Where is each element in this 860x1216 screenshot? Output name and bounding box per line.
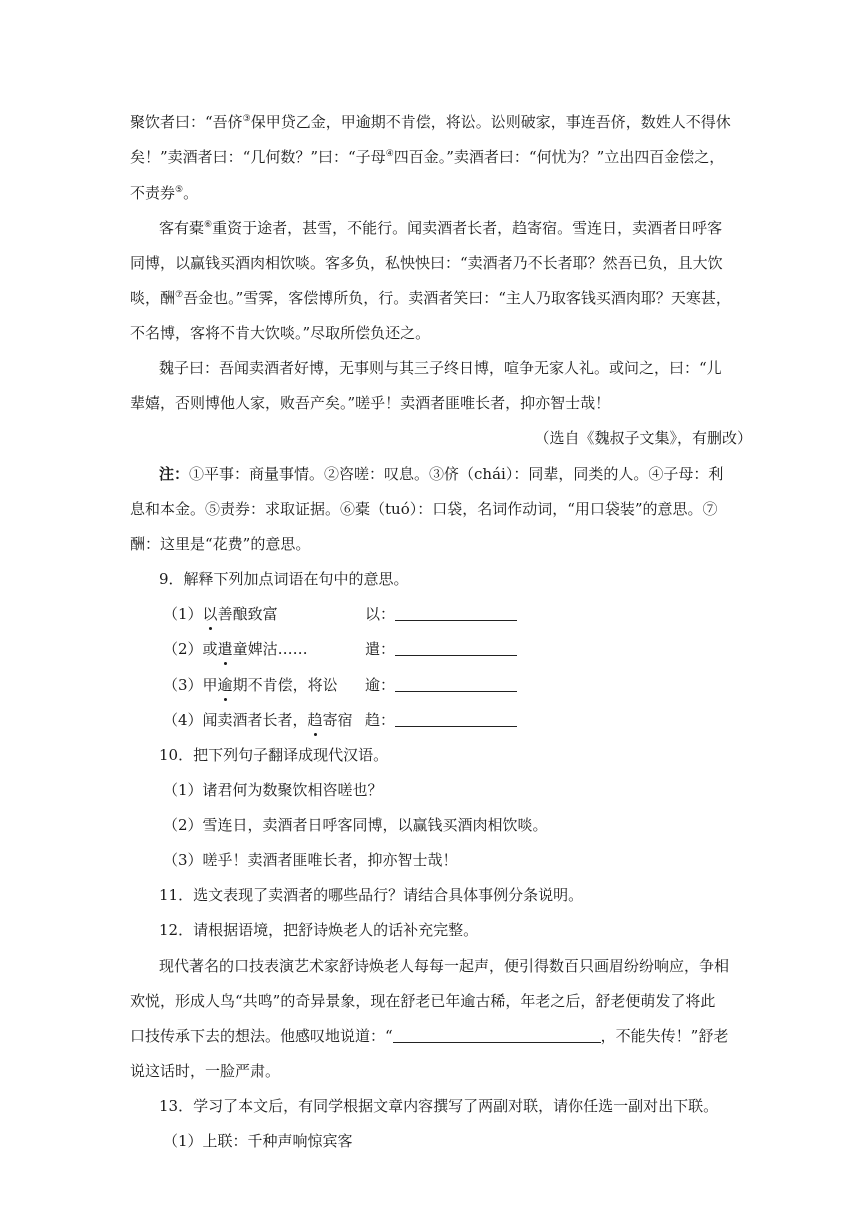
text: 聚饮者曰：“吾侪 xyxy=(130,113,243,131)
text: 四百金。”卖酒者曰：“何忧为？”立出四百金偿之， xyxy=(393,148,725,166)
passage-line-3 xyxy=(130,182,198,204)
text: 保甲贷乙金，甲逾期不肯偿，将讼。讼则破家，事连吾侪，数姓人不得休 xyxy=(250,113,731,131)
text: （3）甲 xyxy=(163,676,218,694)
notes-line-3: 酬：这里是“花费”的意思。 xyxy=(130,535,311,553)
text: 善酿致富 xyxy=(217,605,278,623)
q10-item-1: （1）诸君何为数聚饮相咨嗟也？ xyxy=(163,781,383,799)
question-11-title: 11．选文表现了卖酒者的哪些品行？请结合具体事例分条说明。 xyxy=(159,886,584,904)
text: 。 xyxy=(183,184,199,202)
q12-context-line-2: 欢悦，形成人鸟“共鸣”的奇异景象，现在舒老已年逾古稀，年老之后，舒老便萌发了将此 xyxy=(130,992,716,1010)
passage-line-4 xyxy=(159,217,722,239)
footnote-marker: ③ xyxy=(242,114,251,124)
text: ①平事：商量事情。②咨嗟：叹息。③侪（chái）：同辈，同类的人。④子母：利 xyxy=(189,465,724,483)
q9-item-2 xyxy=(163,638,308,660)
text: （2）或 xyxy=(163,640,218,658)
notes-line-2: 息和本金。⑤责券：求取证据。⑥橐（tuó）：口袋，名词作动词，“用口袋装”的意思。⑦ xyxy=(130,500,718,518)
q9-answer-2 xyxy=(365,638,517,660)
text: 吾金也。”雪霁，客偿博所负，行。卖酒者笑曰：“主人乃取客钱买酒肉耶？天寒甚， xyxy=(183,289,731,307)
footnote-marker: ⑦ xyxy=(175,290,184,300)
q12-context-line-1: 现代著名的口技表演艺术家舒诗焕老人每每一起声，便引得数百只画眉纷纷响应，争相 xyxy=(159,957,730,975)
q13-item-1: （1）上联：千种声响惊宾客 xyxy=(163,1132,353,1150)
dotted-word: 遣 xyxy=(217,640,233,658)
text: 寄宿 xyxy=(322,711,353,729)
passage-line-6 xyxy=(130,287,731,309)
text: 口技传承下去的想法。他感叹地说道：“ xyxy=(130,1027,393,1045)
question-13-title: 13．学习了本文后，有同学根据文章内容撰写了两副对联，请你任选一副对出下联。 xyxy=(159,1097,719,1115)
question-12-title: 12．请根据语境，把舒诗焕老人的话补充完整。 xyxy=(159,921,479,939)
answer-label: 遣： xyxy=(365,640,396,658)
answer-blank[interactable] xyxy=(395,606,517,621)
q10-item-3: （3）嗟乎！卖酒者匪唯长者，抑亦智士哉！ xyxy=(163,851,458,869)
fill-in-blank[interactable] xyxy=(393,1028,601,1043)
text: 矣！”卖酒者曰：“几何数？”曰：“子母 xyxy=(130,148,386,166)
passage-source: （选自《魏叔子文集》，有删改） xyxy=(534,429,752,447)
text: 客有橐 xyxy=(159,219,205,237)
dotted-word: 趋 xyxy=(307,711,323,729)
notes-label: 注： xyxy=(159,465,190,483)
answer-blank[interactable] xyxy=(395,677,517,692)
question-10-title: 10．把下列句子翻译成现代汉语。 xyxy=(159,746,389,764)
text: 不责券 xyxy=(130,184,176,202)
q12-context-line-4: 说这话时，一脸严肃。 xyxy=(130,1062,281,1080)
q9-item-3 xyxy=(163,674,338,696)
dotted-word: 逾 xyxy=(217,676,233,694)
passage-line-7: 不名博，客将不肯大饮啖。”尽取所偿负还之。 xyxy=(130,324,431,342)
text: （4）闻卖酒者长者， xyxy=(163,711,308,729)
q9-answer-1 xyxy=(365,603,517,625)
text: 期不肯偿，将讼 xyxy=(232,676,338,694)
passage-line-2 xyxy=(130,146,724,168)
answer-label: 趋： xyxy=(365,711,396,729)
q9-answer-4 xyxy=(365,709,517,731)
footnote-marker: ④ xyxy=(385,149,394,159)
answer-blank[interactable] xyxy=(395,712,517,727)
answer-label: 以： xyxy=(365,605,396,623)
text: 重资于途者，甚雪，不能行。闻卖酒者长者，趋寄宿。雪连日，卖酒者日呼客 xyxy=(212,219,723,237)
dotted-word: 以 xyxy=(202,605,218,623)
q9-item-1 xyxy=(163,603,278,625)
passage-line-1 xyxy=(130,111,731,133)
notes-line-1 xyxy=(159,463,723,485)
text: ，不能失传！”舒老 xyxy=(600,1027,729,1045)
passage-line-8: 魏子曰：吾闻卖酒者好博，无事则与其三子终日博，喧争无家人礼。或问之，曰：“儿 xyxy=(159,359,722,377)
text: 童婢沽…… xyxy=(232,640,308,658)
q10-item-2: （2）雪连日，卖酒者日呼客同博，以赢钱买酒肉相饮啖。 xyxy=(163,816,548,834)
footnote-marker: ⑤ xyxy=(175,185,184,195)
question-9-title: 9．解释下列加点词语在句中的意思。 xyxy=(159,570,409,588)
text: 啖，酬 xyxy=(130,289,176,307)
passage-line-5: 同博，以赢钱买酒肉相饮啖。客多负，私怏怏曰：“卖酒者乃不长者耶？然吾已负，且大饮 xyxy=(130,254,723,272)
q12-context-line-3 xyxy=(130,1025,728,1047)
q9-item-4 xyxy=(163,709,353,731)
answer-label: 逾： xyxy=(365,676,396,694)
q9-answer-3 xyxy=(365,674,517,696)
footnote-marker: ⑥ xyxy=(204,220,213,230)
passage-line-9: 辈嬉，否则博他人家，败吾产矣。”嗟乎！卖酒者匪唯长者，抑亦智士哉！ xyxy=(130,394,611,412)
answer-blank[interactable] xyxy=(395,641,517,656)
text: （1） xyxy=(163,605,203,623)
